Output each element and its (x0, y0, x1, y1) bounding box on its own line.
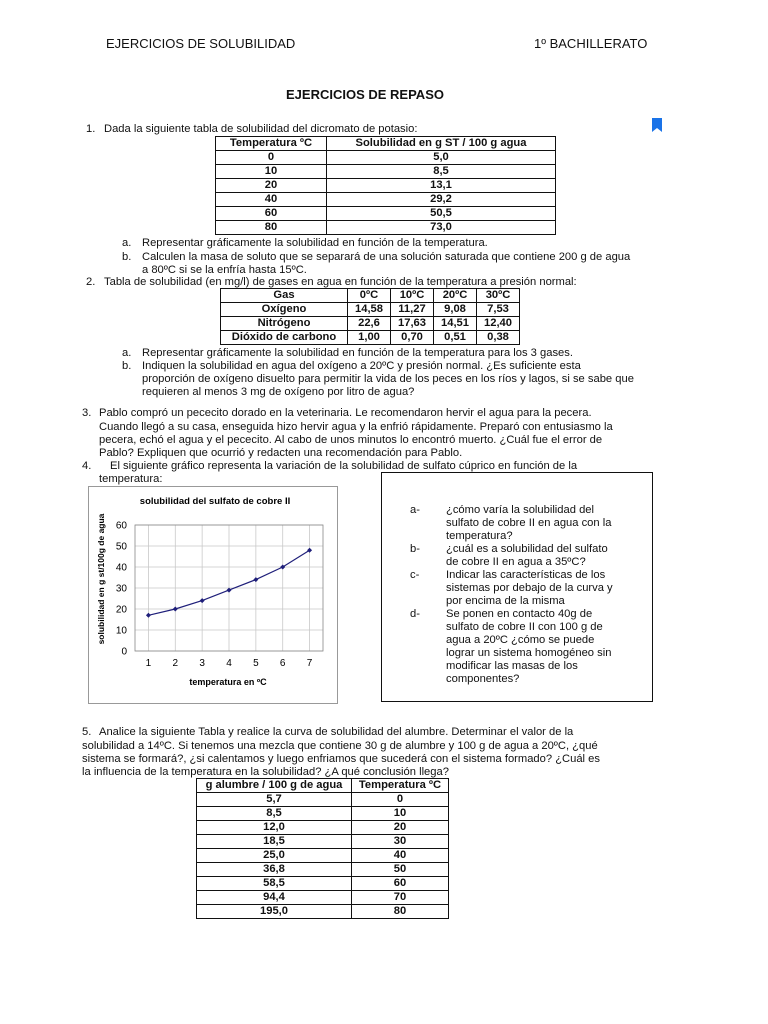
table-header-cell: 30ºC (477, 289, 520, 303)
ex4-number: 4. (82, 460, 92, 472)
ex2-a-text: Representar gráficamente la solubilidad en función de la temperatura para los 3 gases. (142, 347, 573, 359)
table-cell: 11,27 (391, 303, 434, 317)
question-line: por encima de la misma (446, 595, 565, 607)
ex2-b-text-1: Indiquen la solubilidad en agua del oxígeno a 20ºC y presión normal. ¿Es suficiente esta (142, 360, 581, 372)
data-point (253, 577, 258, 582)
ex2-table (220, 288, 520, 345)
chart-ylabel: solubilidad en g st/100g de agua (96, 513, 106, 645)
ex1-a-label: a. (122, 237, 132, 249)
table-cell: 80 (216, 221, 327, 235)
table-header-cell: Gas (221, 289, 348, 303)
table-cell: 30 (352, 835, 449, 849)
table-cell: 5,7 (197, 793, 352, 807)
table-cell: 73,0 (327, 221, 556, 235)
data-point (173, 607, 178, 612)
ex2-b-text-2: proporción de oxígeno disuelto para permitir la vida de los peces en los ríos y lagos, si se sabe que (142, 373, 634, 385)
question-line: sulfato de cobre II con 100 g de (446, 621, 603, 633)
bookmark-icon[interactable] (652, 118, 662, 132)
question-line: Se ponen en contacto 40g de (446, 608, 593, 620)
header-right: 1º BACHILLERATO (534, 36, 648, 51)
question-line: agua a 20ºC ¿cómo se puede (446, 634, 595, 646)
table-cell: 17,63 (391, 317, 434, 331)
table-row (197, 905, 449, 919)
y-tick-label: 40 (115, 562, 127, 574)
question-line: temperatura? (446, 530, 513, 542)
ex1-b-text-2: a 80ºC si se la enfría hasta 15ºC. (142, 264, 307, 276)
table-cell: 13,1 (327, 179, 556, 193)
table-cell: 12,0 (197, 821, 352, 835)
ex1-b-label: b. (122, 251, 132, 263)
ex3-number: 3. (82, 407, 92, 419)
ex5-line-3: sistema se formará?, ¿si calentamos y luego enfriamos que sucederá con el sistema formado? ¿Cuál es (82, 753, 600, 765)
table-row (216, 179, 556, 193)
table-row (197, 821, 449, 835)
ex5-line-2: solubilidad a 14ºC. Si tenemos una mezcla que contiene 30 g de alumbre y 100 g de agua a 20ºC, ¿qué (82, 740, 598, 752)
table-cell: 20 (216, 179, 327, 193)
ex3-line-1: Pablo compró un pececito dorado en la veterinaria. Le recomendaron hervir el agua para la pecera. (99, 407, 592, 419)
table-cell: 70 (352, 891, 449, 905)
table-cell: 14,51 (434, 317, 477, 331)
table-cell: 40 (352, 849, 449, 863)
table-cell: 0 (216, 151, 327, 165)
table-cell: 14,58 (348, 303, 391, 317)
table-cell: 0,38 (477, 331, 520, 345)
table-cell: 1,00 (348, 331, 391, 345)
ex1-table (215, 136, 556, 235)
table-cell: 22,6 (348, 317, 391, 331)
data-point (146, 613, 151, 618)
table-row (197, 849, 449, 863)
question-label: b- (410, 543, 420, 555)
table-row (197, 807, 449, 821)
table-cell: 60 (216, 207, 327, 221)
ex2-b-text-3: requieren al menos 3 mg de oxígeno por litro de agua? (142, 386, 415, 398)
table-header-cell: 10ºC (391, 289, 434, 303)
question-label: a- (410, 504, 420, 516)
ex3-line-4: Pablo? Expliquen que ocurrió y redacten una recomendación para Pablo. (99, 447, 463, 459)
table-cell: Oxígeno (221, 303, 348, 317)
table-cell: 25,0 (197, 849, 352, 863)
ex4-line-1: El siguiente gráfico representa la variación de la solubilidad de sulfato cúprico en función de la (110, 460, 578, 472)
table-cell: 40 (216, 193, 327, 207)
table-row (221, 303, 520, 317)
ex5-line-4: la influencia de la temperatura en la solubilidad? ¿A qué conclusión llega? (82, 766, 449, 778)
table-cell: 29,2 (327, 193, 556, 207)
ex1-number: 1. (86, 123, 96, 135)
question-line: lograr un sistema homogéneo sin (446, 647, 612, 659)
table-row (216, 207, 556, 221)
x-tick-label: 6 (279, 658, 286, 669)
y-tick-label: 20 (115, 604, 127, 616)
ex1-a-text: Representar gráficamente la solubilidad en función de la temperatura. (142, 237, 488, 249)
table-cell: 94,4 (197, 891, 352, 905)
y-tick-label: 30 (115, 583, 127, 595)
table-row (197, 835, 449, 849)
y-tick-label: 50 (115, 541, 127, 553)
table-row (216, 151, 556, 165)
question-line: sistemas por debajo de la curva y (446, 582, 613, 594)
table-row (221, 317, 520, 331)
table-cell: 8,5 (197, 807, 352, 821)
ex4-questions-box (381, 472, 653, 702)
question-line: ¿cuál es a solubilidad del sulfato (446, 543, 608, 555)
table-header-cell: 20ºC (434, 289, 477, 303)
table-cell: 18,5 (197, 835, 352, 849)
table-header-cell: Temperatura ºC (216, 137, 327, 151)
table-cell: 36,8 (197, 863, 352, 877)
table-cell: 20 (352, 821, 449, 835)
y-tick-label: 10 (115, 625, 127, 637)
ex1-intro: Dada la siguiente tabla de solubilidad del dicromato de potasio: (104, 123, 418, 135)
table-cell: Dióxido de carbono (221, 331, 348, 345)
table-cell: 8,5 (327, 165, 556, 179)
table-cell: 60 (352, 877, 449, 891)
table-header-cell: 0ºC (348, 289, 391, 303)
table-header-row (216, 137, 556, 151)
table-row (197, 891, 449, 905)
ex1-b-text-1: Calculen la masa de soluto que se separará de una solución saturada que contiene 200 g de agua (142, 251, 631, 263)
ex3-line-2: Cuando llegó a su casa, enseguida hizo hervir agua y la enfrió rápidamente. Preparó con entusiasmo la (99, 421, 613, 433)
table-cell: 50 (352, 863, 449, 877)
question-line: sulfato de cobre II en agua con la (446, 517, 612, 529)
chart-container (88, 486, 338, 704)
x-tick-label: 3 (199, 658, 205, 669)
table-cell: 12,40 (477, 317, 520, 331)
header-left: EJERCICIOS DE SOLUBILIDAD (106, 36, 296, 51)
question-line: modificar las masas de los (446, 660, 578, 672)
table-cell: 5,0 (327, 151, 556, 165)
y-tick-label: 0 (121, 646, 127, 658)
question-line: ¿cómo varía la solubilidad del (446, 504, 594, 516)
table-cell: 195,0 (197, 905, 352, 919)
table-header-cell: Solubilidad en g ST / 100 g agua (327, 137, 556, 151)
table-cell: 10 (216, 165, 327, 179)
question-line: componentes? (446, 673, 520, 685)
table-row (221, 331, 520, 345)
ex2-a-label: a. (122, 347, 132, 359)
table-cell: 0,70 (391, 331, 434, 345)
question-label: d- (410, 608, 420, 620)
table-header-cell: Temperatura ºC (352, 779, 449, 793)
chart-title: solubilidad del sulfato de cobre II (139, 496, 291, 507)
ex5-number: 5. (82, 726, 92, 738)
ex2-number: 2. (86, 276, 96, 288)
question-label: c- (410, 569, 420, 581)
ex5-table (196, 778, 449, 919)
ex2-b-label: b. (122, 360, 132, 372)
table-header-cell: g alumbre / 100 g de agua (197, 779, 352, 793)
table-cell: 0 (352, 793, 449, 807)
page-title: EJERCICIOS DE REPASO (286, 87, 444, 102)
question-line: de cobre II en agua a 35ºC? (446, 556, 586, 568)
ex3-line-3: pecera, echó el agua y el pececito. Al cabo de unos minutos lo encontró muerto. ¿Cuál fue el error de (99, 434, 603, 446)
y-tick-label: 60 (115, 520, 127, 532)
table-row (197, 863, 449, 877)
table-cell: 7,53 (477, 303, 520, 317)
table-row (197, 793, 449, 807)
ex4-line-2: temperatura: (99, 473, 163, 485)
table-row (216, 221, 556, 235)
table-cell: Nitrógeno (221, 317, 348, 331)
table-cell: 0,51 (434, 331, 477, 345)
chart-xlabel: temperatura en ºC (189, 677, 267, 687)
table-header-row (197, 779, 449, 793)
x-tick-label: 4 (226, 658, 232, 669)
table-header-row (221, 289, 520, 303)
solubility-chart (89, 487, 337, 703)
table-row (197, 877, 449, 891)
table-cell: 80 (352, 905, 449, 919)
x-tick-label: 7 (306, 658, 313, 669)
table-cell: 10 (352, 807, 449, 821)
table-row (216, 165, 556, 179)
table-cell: 50,5 (327, 207, 556, 221)
question-line: Indicar las características de los (446, 569, 606, 581)
x-tick-label: 5 (253, 658, 259, 669)
table-cell: 58,5 (197, 877, 352, 891)
table-row (216, 193, 556, 207)
table-cell: 9,08 (434, 303, 477, 317)
data-point (200, 598, 205, 603)
ex2-intro: Tabla de solubilidad (en mg/l) de gases en agua en función de la temperatura a presión normal: (104, 276, 577, 288)
ex5-line-1: Analice la siguiente Tabla y realice la curva de solubilidad del alumbre. Determinar el valor de la (99, 726, 574, 738)
x-tick-label: 1 (145, 658, 152, 669)
x-tick-label: 2 (172, 658, 179, 669)
